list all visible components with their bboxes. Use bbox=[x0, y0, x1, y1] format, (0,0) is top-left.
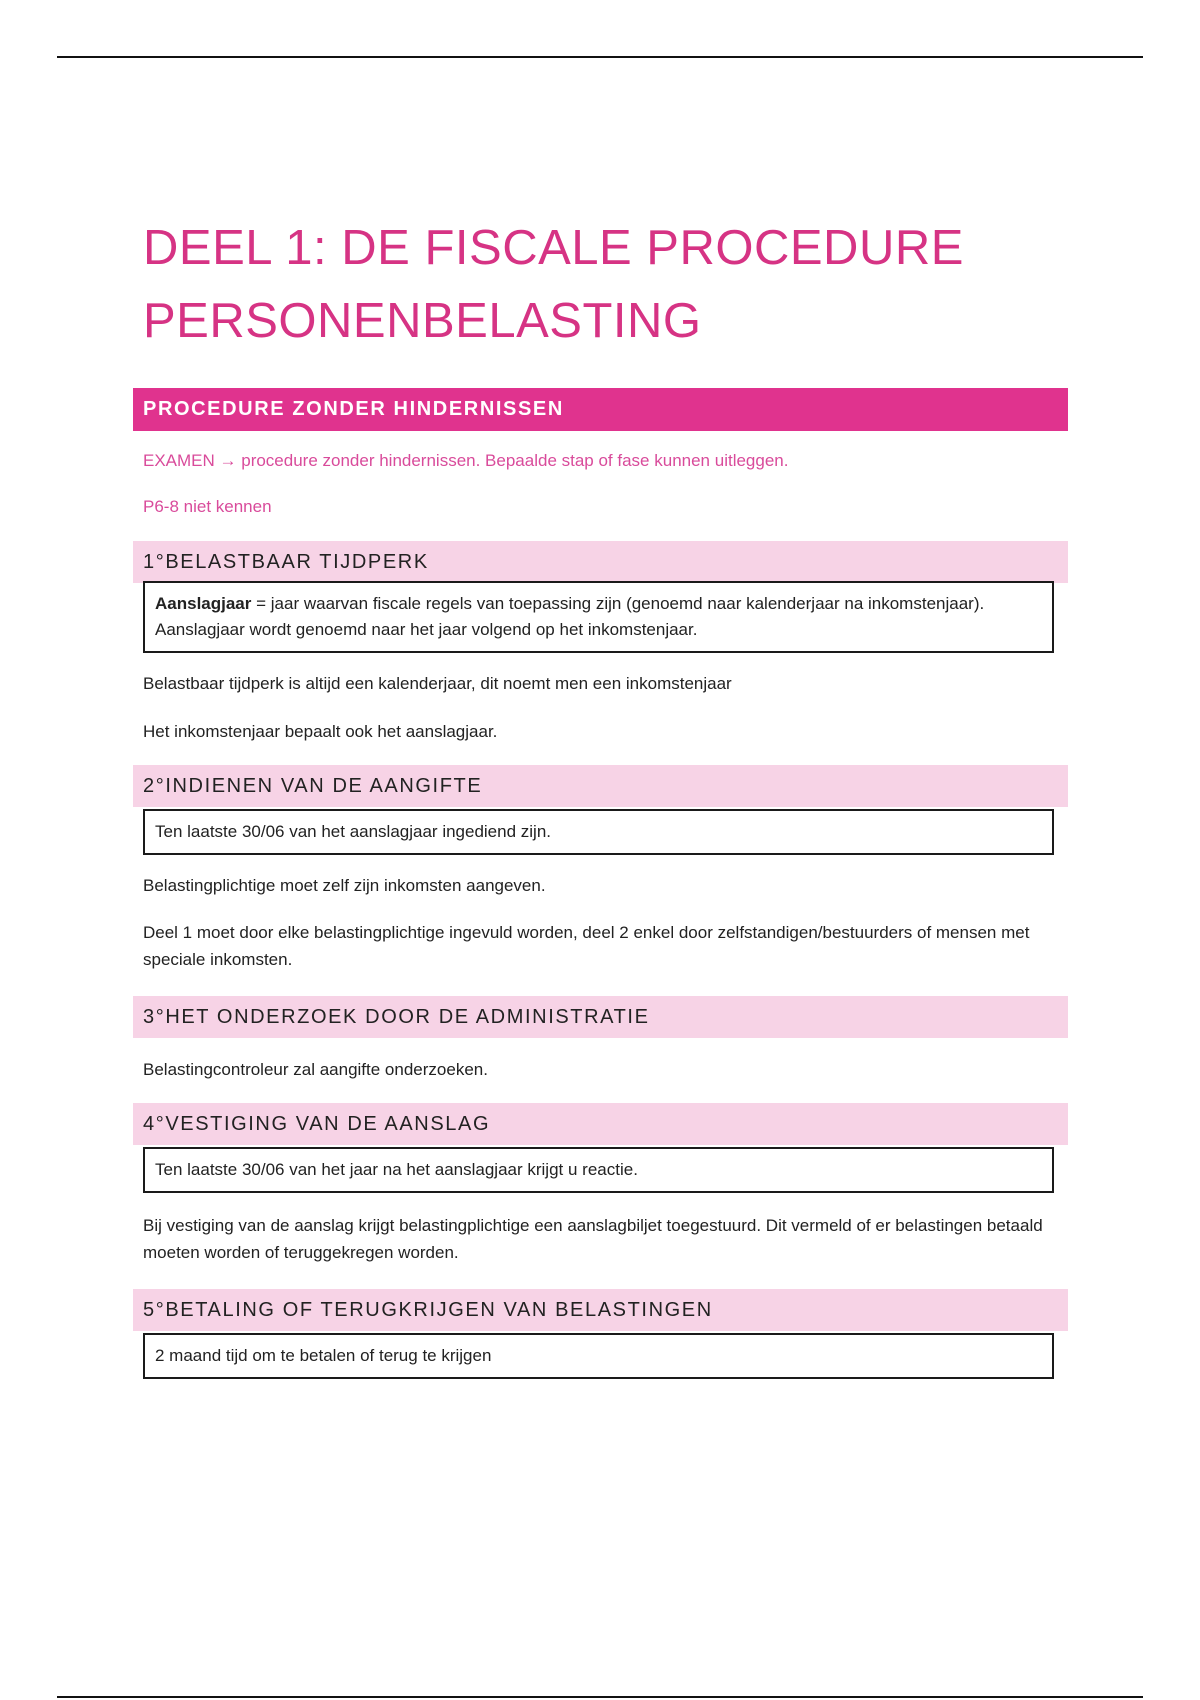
deadline-box-5: 2 maand tijd om te betalen of terug te krijgen bbox=[143, 1333, 1054, 1379]
section-3-paragraph-1: Belastingcontroleur zal aangifte onderzoeken. bbox=[143, 1060, 488, 1079]
page-title bbox=[143, 212, 1068, 358]
header-rule bbox=[57, 56, 1143, 58]
title-line-2: PERSONENBELASTING bbox=[143, 294, 702, 348]
section-heading-5: 5°BETALING OF TERUGKRIJGEN VAN BELASTINGEN bbox=[133, 1289, 1068, 1331]
section-1-paragraph-1: Belastbaar tijdperk is altijd een kalenderjaar, dit noemt men een inkomstenjaar bbox=[143, 674, 732, 693]
footer-rule bbox=[57, 1696, 1143, 1698]
section-2-paragraph-1: Belastingplichtige moet zelf zijn inkomsten aangeven. bbox=[143, 876, 546, 895]
deadline-box-2: Ten laatste 30/06 van het aanslagjaar ingediend zijn. bbox=[143, 809, 1054, 855]
exam-note: EXAMEN → procedure zonder hindernissen. Bepaalde stap of fase kunnen uitleggen. bbox=[143, 451, 789, 470]
definition-text: = jaar waarvan fiscale regels van toepassing zijn (genoemd naar kalenderjaar na inkomstenjaar). Aanslagjaar wordt genoemd naar het jaar volgend op het inkomstenjaar. bbox=[155, 594, 985, 639]
chapter-banner: PROCEDURE ZONDER HINDERNISSEN bbox=[133, 388, 1068, 431]
section-heading-4: 4°VESTIGING VAN DE AANSLAG bbox=[133, 1103, 1068, 1145]
deadline-box-4: Ten laatste 30/06 van het jaar na het aanslagjaar krijgt u reactie. bbox=[143, 1147, 1054, 1193]
page-content bbox=[133, 212, 1068, 1379]
definition-box-1 bbox=[143, 581, 1054, 653]
title-line-1: DEEL 1: DE FISCALE PROCEDURE bbox=[143, 221, 964, 275]
section-heading-1: 1°BELASTBAAR TIJDPERK bbox=[133, 541, 1068, 583]
section-4-paragraph-1: Bij vestiging van de aanslag krijgt belastingplichtige een aanslagbiljet toegestuurd. Dit vermeld of er belastingen betaald moeten worden of teruggekregen worden. bbox=[143, 1216, 1043, 1262]
section-heading-3: 3°HET ONDERZOEK DOOR DE ADMINISTRATIE bbox=[133, 996, 1068, 1038]
section-2-paragraph-2: Deel 1 moet door elke belastingplichtige ingevuld worden, deel 2 enkel door zelfstandigen/bestuurders of mensen met speciale inkomsten. bbox=[143, 923, 1030, 969]
title-spacer bbox=[133, 358, 1068, 374]
definition-term: Aanslagjaar bbox=[155, 594, 252, 613]
pages-note: P6-8 niet kennen bbox=[143, 497, 272, 516]
section-heading-2: 2°INDIENEN VAN DE AANGIFTE bbox=[133, 765, 1068, 807]
section-1-paragraph-2: Het inkomstenjaar bepaalt ook het aanslagjaar. bbox=[143, 722, 498, 741]
